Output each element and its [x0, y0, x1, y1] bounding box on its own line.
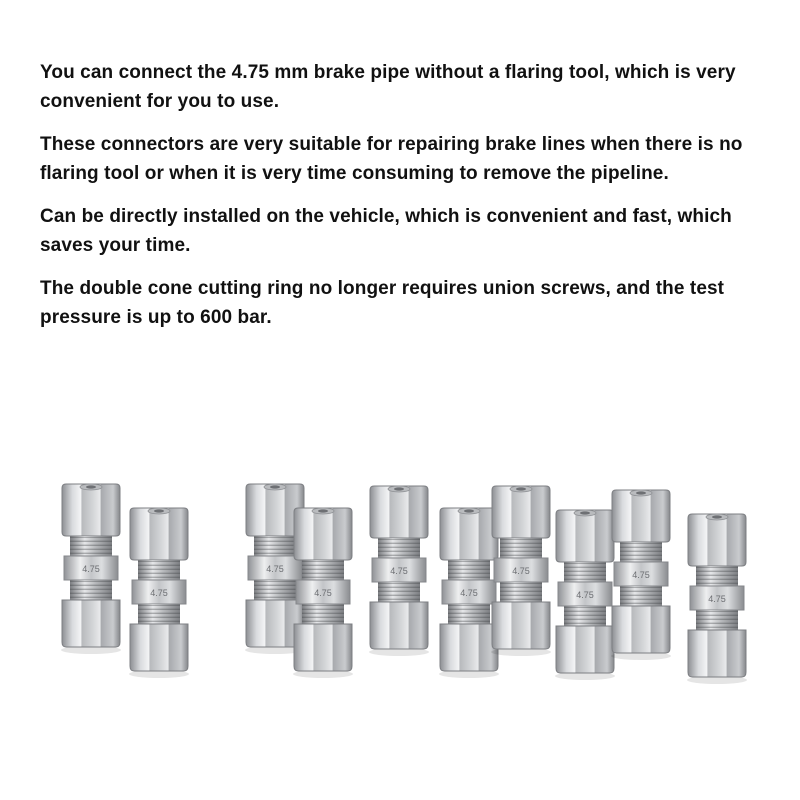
- compression-fitting: [490, 484, 552, 654]
- compression-fitting: [60, 482, 122, 652]
- paragraph-installation: Can be directly installed on the vehicle, which is convenient and fast, which saves your time.: [40, 206, 732, 256]
- paragraph-repair: These connectors are very suitable for repairing brake lines when there is no flaring tool or when it is very time consuming to remove the pipeline.: [40, 134, 743, 184]
- paragraph-flaring-tool: You can connect the 4.75 mm brake pipe without a flaring tool, which is very convenient for you to use.: [40, 62, 736, 112]
- product-photo: [0, 460, 800, 700]
- svg-text:4.75: 4.75: [150, 588, 168, 598]
- svg-text:4.75: 4.75: [82, 564, 100, 574]
- svg-text:4.75: 4.75: [512, 566, 530, 576]
- svg-text:4.75: 4.75: [460, 588, 478, 598]
- description-text: [40, 58, 770, 346]
- compression-fitting: [128, 506, 190, 676]
- svg-text:4.75: 4.75: [314, 588, 332, 598]
- compression-fitting: [610, 488, 672, 658]
- compression-fitting: [686, 512, 748, 682]
- paragraph-pressure: The double cone cutting ring no longer requires union screws, and the test pressure is up to 600 bar.: [40, 278, 725, 328]
- compression-fitting: [368, 484, 430, 654]
- svg-text:4.75: 4.75: [632, 570, 650, 580]
- svg-text:4.75: 4.75: [708, 594, 726, 604]
- svg-text:4.75: 4.75: [266, 564, 284, 574]
- compression-fitting: [554, 508, 616, 678]
- compression-fitting: [292, 506, 354, 676]
- svg-text:4.75: 4.75: [576, 590, 594, 600]
- svg-text:4.75: 4.75: [390, 566, 408, 576]
